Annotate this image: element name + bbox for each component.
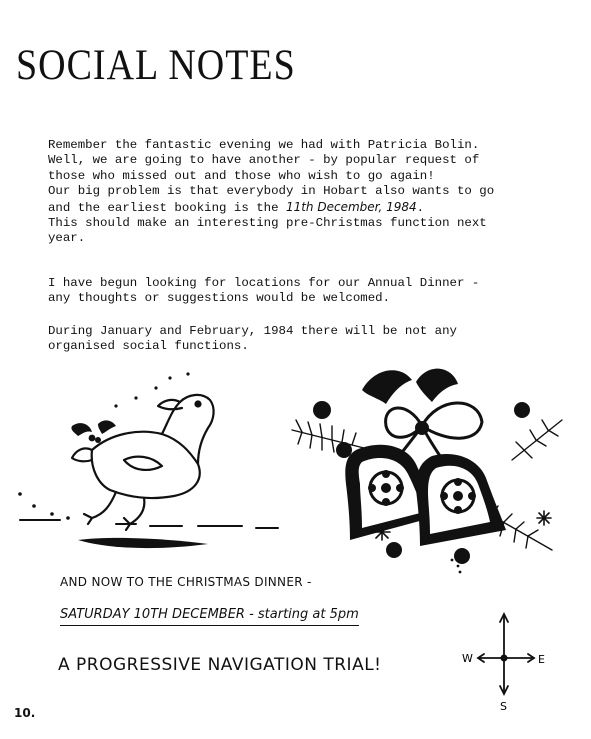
compass-east-label: E (538, 653, 545, 666)
christmas-dinner-heading: AND NOW TO THE CHRISTMAS DINNER - (60, 575, 312, 589)
christmas-bells-illustration (282, 360, 572, 580)
paragraph1-text-b: . This should make an interesting pre-Christmas function next year. (48, 200, 487, 246)
compass-west-label: W (462, 652, 473, 665)
page-number: 10. (14, 706, 36, 720)
paragraph-patricia-bolin (48, 138, 568, 247)
page-title: SOCIAL NOTES (16, 41, 296, 90)
event-date-line: SATURDAY 10TH DECEMBER - starting at 5pm (60, 607, 359, 626)
running-duck-illustration (12, 368, 282, 568)
paragraph1-text-a: Remember the fantastic evening we had with Patricia Bolin. Well, we are going to have another - by popular request of those who missed out and those who wish to go again! Our big problem is that everybody in Hobart also wants to go and the earliest booking is the (48, 138, 495, 215)
compass-south-label: S (500, 700, 507, 713)
paragraph-no-functions: During January and February, 1984 there will be not any organised social functions. (48, 324, 457, 354)
compass-icon (458, 610, 558, 714)
paragraph-annual-dinner: I have begun looking for locations for our Annual Dinner - any thoughts or suggestions would be welcomed. (48, 276, 480, 306)
navigation-trial-heading: A PROGRESSIVE NAVIGATION TRIAL! (58, 655, 382, 675)
booking-date: 11th December, 1984 (285, 199, 417, 214)
